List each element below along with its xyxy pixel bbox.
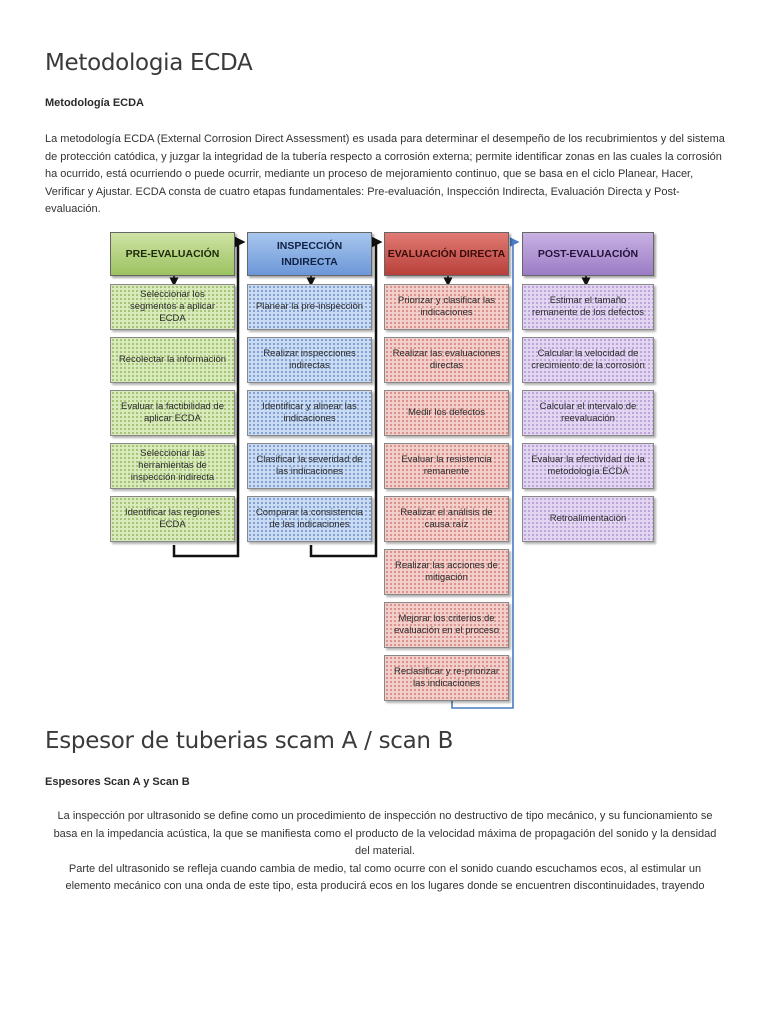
stage-header-4: POST-EVALUACIÓN xyxy=(522,232,654,276)
ultrasound-paragraph-1: La inspección por ultrasonido se define como un procedimiento de inspección no destructivo de tipo mecánico, y su funcionamiento se basa en la impedancia acústica, la que se manifiesta como el producto de la velocidad máxima de propagación del sonido y la densidad del material. xyxy=(53,810,717,858)
stage-4-step: Estimar el tamaño remanente de los defectos xyxy=(522,284,654,330)
stage-2-step: Clasificar la severidad de las indicaciones xyxy=(247,443,372,489)
ecda-description-paragraph: La metodología ECDA (External Corrosion Direct Assessment) es usada para determinar el desempeño de los recubrimientos y del sistema de protección catódica, y juzgar la integridad de la tubería respecto a corrosión externa; permite identificar zonas en las cuales la corrosión ha ocurrido, está ocurriendo o puede ocurrir, mediante un proceso de mejoramiento continuo, que se basa en el ciclo Planear, Hacer, Verificar y Ajustar. ECDA consta de cuatro etapas fundamentales: Pre-evaluación, Inspección Indirecta, Evaluación Directa y Post-evaluación. xyxy=(45,133,725,216)
stage-3-step: Realizar las evaluaciones directas xyxy=(384,337,509,383)
stage-1-step: Seleccionar los segmentos a aplicar ECDA xyxy=(110,284,235,330)
stage-2-step: Identificar y alinear las indicaciones xyxy=(247,390,372,436)
stage-2-step: Comparar la consistencia de las indicaciones xyxy=(247,496,372,542)
stage-1-step: Seleccionar las herramientas de inspección indirecta xyxy=(110,443,235,489)
stage-3-step: Priorizar y clasificar las indicaciones xyxy=(384,284,509,330)
section-title-thickness: Espesor de tuberias scam A / scan B xyxy=(45,728,454,754)
stage-1-step: Evaluar la factibilidad de aplicar ECDA xyxy=(110,390,235,436)
stage-header-2: INSPECCIÓN INDIRECTA xyxy=(247,232,372,276)
ultrasound-description xyxy=(45,808,725,896)
section-subtitle-ecda: Metodología ECDA xyxy=(45,97,144,109)
stage-3-step: Realizar las acciones de mitigación xyxy=(384,549,509,595)
stage-3-step: Mejorar los criterios de evaluación en el proceso xyxy=(384,602,509,648)
stage-3-step: Evaluar la resistencia remanente xyxy=(384,443,509,489)
stage-4-step: Evaluar la efectividad de la metodología ECDA xyxy=(522,443,654,489)
stage-4-step: Calcular el intervalo de reevaluación xyxy=(522,390,654,436)
stage-4-step: Retroalimentación xyxy=(522,496,654,542)
section-subtitle-thickness: Espesores Scan A y Scan B xyxy=(45,776,190,788)
section-title-ecda: Metodologia ECDA xyxy=(45,50,253,76)
stage-header-1: PRE-EVALUACIÓN xyxy=(110,232,235,276)
stage-3-step: Realizar el análisis de causa raíz xyxy=(384,496,509,542)
stage-header-3: EVALUACIÓN DIRECTA xyxy=(384,232,509,276)
stage-1-step: Recolectar la información xyxy=(110,337,235,383)
stage-3-step: Reclasificar y re-priorizar las indicaciones xyxy=(384,655,509,701)
stage-1-step: Identificar las regiones ECDA xyxy=(110,496,235,542)
stage-2-step: Realizar inspecciones indirectas xyxy=(247,337,372,383)
stage-2-step: Planear la pre-inspección xyxy=(247,284,372,330)
stage-3-step: Medir los defectos xyxy=(384,390,509,436)
ecda-flow-diagram xyxy=(108,230,660,712)
stage-4-step: Calcular la velocidad de crecimiento de la corrosión xyxy=(522,337,654,383)
ultrasound-paragraph-2: Parte del ultrasonido se refleja cuando cambia de medio, tal como ocurre con el sonido cuando escuchamos ecos, al estimular un elemento mecánico con una onda de este tipo, esta producirá ecos en los lugares donde se encuentren discontinuidades, trayendo xyxy=(65,862,705,893)
